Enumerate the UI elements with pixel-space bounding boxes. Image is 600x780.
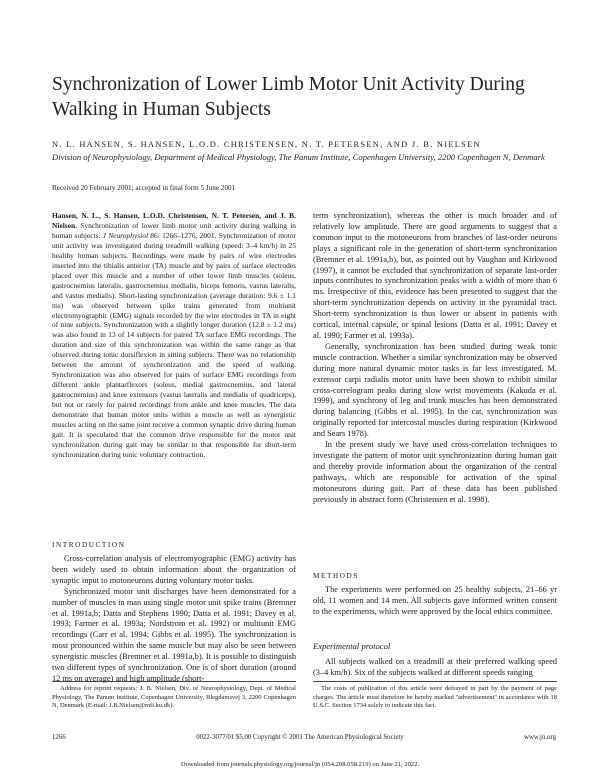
methods-body (313, 585, 557, 618)
abstract-citation-authors: Hansen, N. L., S. Hansen, L.O.D. Christensen, N. T. Petersen, and J. B. Nielsen. (52, 211, 296, 230)
protocol-body (313, 657, 557, 679)
abstract-text: Synchronization of motor unit activity was investigated during treadmill walking (speed: 3–4 km/h) in 25 healthy human subjects. Recordings were made by pairs of wire electrodes inserted into the tibialis anterior (TA) muscle and by pairs of surface electrodes placed over this muscle and a number of other lower limb muscles (soleus, gastrocnemius lateralis, gastrocnemius medialis, biceps femoris, vastus lateralis, and vastus medialis). Short-lasting synchronization (average duration: 9.6 ± 1.1 ms) was observed between spike trains generated from multiunit electromyographic (EMG) signals recorded by the wire electrodes in TA in eight of nine subjects. Synchronization with a slightly longer duration (12.8 ± 1.2 ms) was also found in 13 of 14 subjects for paired TA surface EMG recordings. The duration and size of this synchronization was within the same range as that observed during tonic dorsiflexion in sitting subjects. There was no relationship between the amount of synchronization and the speed of walking. Synchronization was also observed for pairs of surface EMG recordings from different ankle plantarflexors (soleus, medial gastrocnemius, and lateral gastrocnemius) and knee extensors (vastus lateralis and medialis of quadriceps), but not or rarely for paired recordings from ankle and knee muscles. The data demonstrate that human motor units within a muscle as well as synergistic muscles acting on the same joint receive a common synaptic drive during human gait. It is speculated that the common drive responsible for the motor unit synchronization during gait may be similar to that responsible for short-term synchronization during tonic voluntary contraction. (52, 230, 296, 459)
copyright-line: 0022-3077/01 $5.00 Copyright © 2001 The American Physiological Society (196, 734, 404, 741)
abstract-citation-title: Synchronization of lower limb motor unit activity during walking in human subjects. (52, 220, 296, 240)
right-paragraph: term synchronization), whereas the other is much broader and of relatively low amplitude. There are good arguments to suggest that a common input to the motoneurons from branches of last-order neurons plays a significant role in the generation of short-term synchronization (Bremner et al. 1991a,b), but, as pointed out by Vaughan and Kirkwood (1997), it cannot be excluded that synchronization of separate last-order inputs contributes to synchronization peaks with a width of more than 6 ms. Irrespective of this, evidence has been presented to suggest that the short-term synchronization depends on activity in the pyramidal tract. Short-term synchronization is thus lower or absent in patients with cortical, internal capsule, or spinal lesions (Datta et al. 1991; Davey et al. 1990; Farmer et al. 1993a). (313, 211, 557, 340)
journal-name: J Neurophysiol (102, 230, 149, 240)
download-notice: Downloaded from journals.physiology.org/journal/jn (054.208.058.219) on June 21, 2022. (180, 761, 420, 768)
methods-paragraph: The experiments were performed on 25 healthy subjects, 21–66 yr old, 11 women and 14 men. All subjects gave informed written consent to the experiments, which were approved by the local ethics committee. (313, 585, 557, 616)
journal-website: www.jn.org (524, 734, 556, 741)
intro-paragraph: Synchronized motor unit discharges have been demonstrated for a number of muscles in man using single motor unit spike trains (Bremner et al. 1991a,b; Datta and Stephens 1990; Datta et al. 1991; Davey et al. 1993; Farmer et al. 1993a; Nordstrom et al. 1992) or multiunit EMG recordings (Carr et al. 1994; Gibbs et al. 1995). The synchronization is most pronounced within the same muscle but may also be seen between synergistic muscles (Bremner et al. 1991a,b). It is possible to distinguish two different types of synchronization. One is of short duration (around 12 ms on average) and high amplitude (short- (52, 586, 296, 683)
right-paragraph: In the present study we have used cross-correlation techniques to investigate the pattern of motor unit synchronization during human gait and thereby provide information about the organization of the central pathways, which are responsible for activation of the spinal motoneurons during gait. Part of these data has been published previously in abstract form (Christensen et al. 1998). (313, 440, 557, 504)
page-number: 1266 (52, 734, 66, 741)
footnote-left (52, 685, 296, 711)
footnote-divider (52, 681, 296, 682)
received-date: Received 20 February 2001; accepted in final form 5 June 2001 (52, 184, 236, 192)
right-column-body (313, 211, 557, 505)
subsection-heading: Experimental protocol (313, 641, 391, 651)
footnote-right (313, 685, 557, 711)
affiliation: Division of Neurophysiology, Department of Medical Physiology, The Panum Institute, Copenhagen University, 2200 Copenhagen N, Denmark (52, 152, 545, 162)
footnote-divider (313, 681, 557, 682)
abstract-citation-ref: 86: 1266–1276, 2001. (148, 230, 217, 240)
introduction-body (52, 554, 296, 685)
right-paragraph: Generally, synchronization has been studied during weak tonic muscle contraction. Whether a similar synchronization may be observed during more natural dynamic motor tasks is far less investigated. M. extensor carpi radialis motor units have been shown to exhibit similar cross-correlogram peaks during slow wrist movements (Kakuda et al. 1999), and synchrony of leg and trunk muscles has been demonstrated during balancing (Gibbs et al. 1995). In the cat, synchronization was originally reported for intercostal muscles during respiration (Kirkwood and Sears 1978). (313, 341, 557, 439)
intro-paragraph: Cross-correlation analysis of electromyographic (EMG) activity has been widely used to obtain information about the organization of synaptic input to motoneurons during voluntary motor tasks. (52, 554, 296, 585)
introduction-heading: INTRODUCTION (52, 541, 126, 549)
author-list: N. L. HANSEN, S. HANSEN, L.O.D. CHRISTENSEN, N. T. PETERSEN, AND J. B. NIELSEN (52, 140, 481, 149)
protocol-paragraph: All subjects walked on a treadmill at their preferred walking speed (3–4 km/h). Six of the subjects walked at different speeds ranging (313, 657, 557, 677)
abstract (52, 211, 296, 460)
publication-cost-note: The costs of publication of this article were defrayed in part by the payment of page charges. The article must therefore be hereby marked ''advertisement'' in accordance with 18 U.S.C. Section 1734 solely to indicate this fact. (313, 685, 557, 710)
article-title: Synchronization of Lower Limb Motor Unit Activity During Walking in Human Subjects (52, 74, 525, 120)
reprint-address: Address for reprint requests: J. B. Nielsen, Div. of Neurophysiology, Dept. of Medical Physiology, The Panum Institute, Copenhagen University, Blegdamsvej 3, 2200 Copenhagen N, Denmark (E-mail: J.B.Nielsen@mfi.ku.dk). (52, 685, 296, 710)
methods-heading: METHODS (313, 572, 359, 580)
